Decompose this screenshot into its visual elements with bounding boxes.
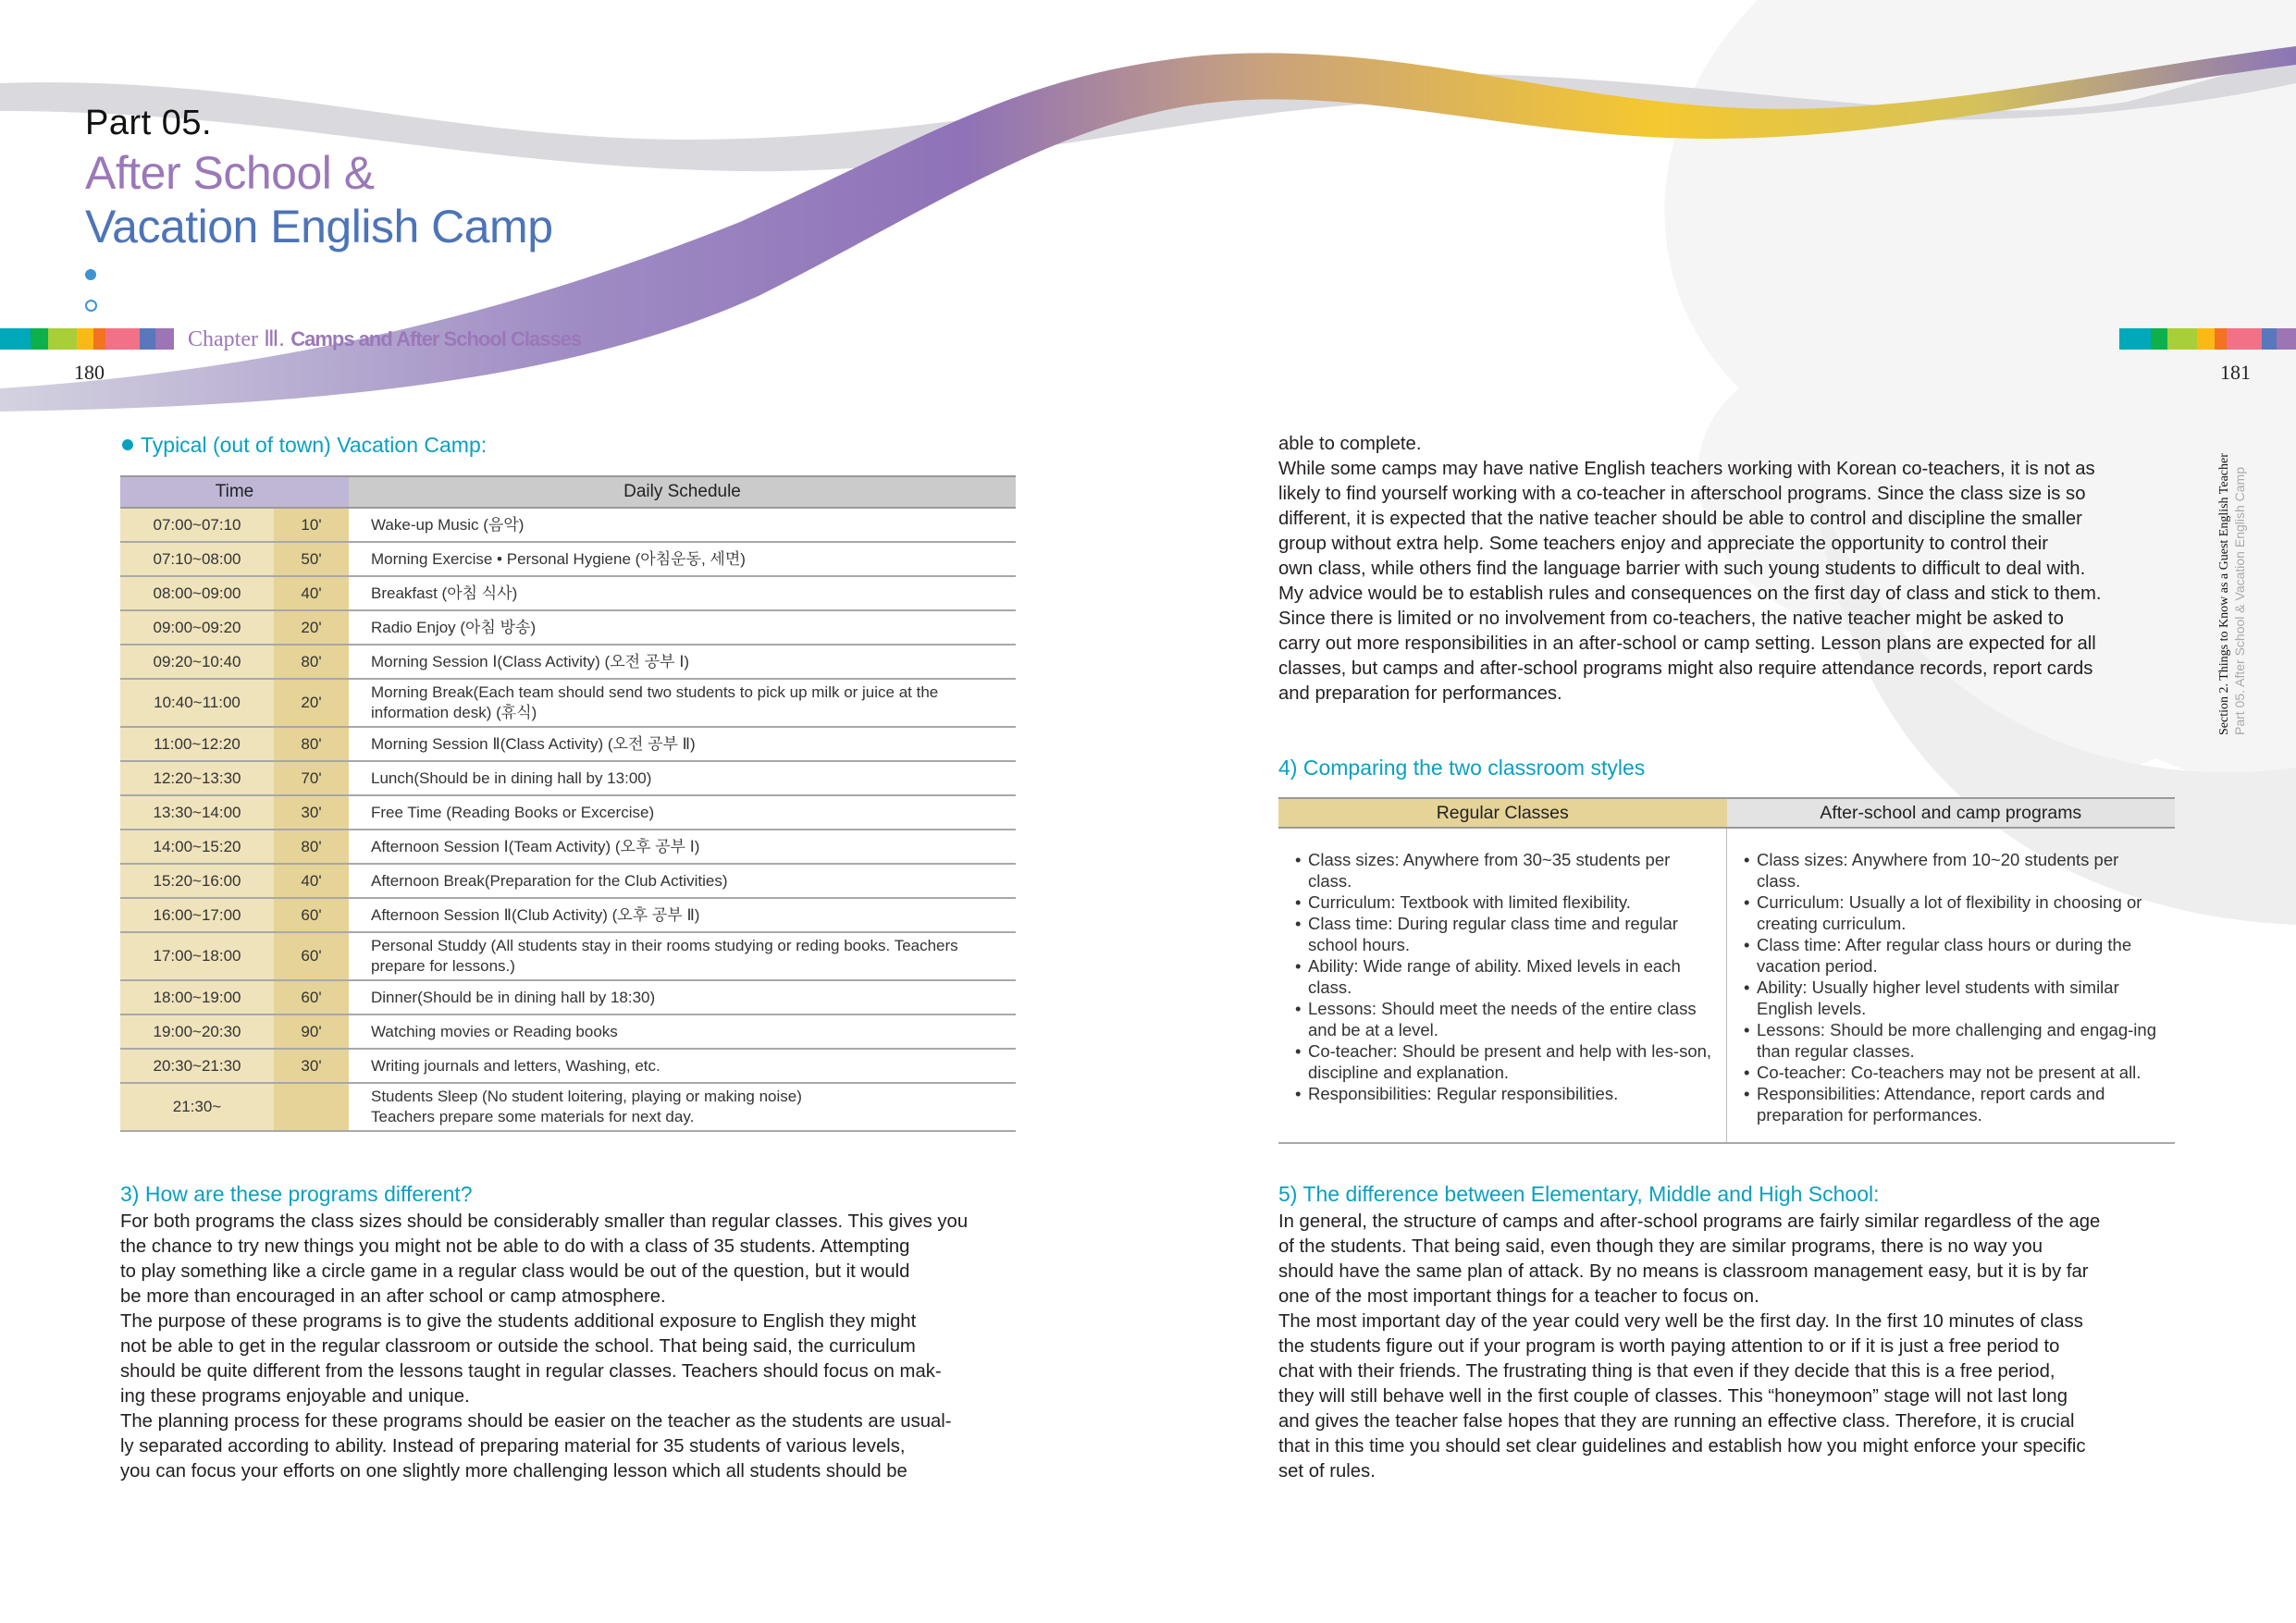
color-swatch [2197,328,2215,350]
filled-dot-icon [85,269,96,280]
time-cell: 10:40~11:00 [120,679,274,727]
section-running-title: Section 2. Things to Know as a Guest English Teacher [2217,453,2231,735]
list-item: • Co-teacher: Co-teachers may not be present at all. [1757,1062,2166,1083]
page-number-right: 181 [2220,361,2251,384]
color-swatch [93,328,105,350]
duration-cell: 40' [274,576,349,610]
list-item: • Co-teacher: Should be present and help with les-son, discipline and explanation. [1308,1040,1717,1083]
color-swatch [31,328,47,350]
duration-cell: 20' [274,610,349,645]
color-swatch [2215,328,2227,350]
color-swatch [48,328,77,350]
text-line: group without extra help. Some teachers enjoy and appreciate the opportunity to control their [1278,534,2049,554]
color-swatch [2249,328,2261,350]
text-line: The most important day of the year could very well be the first day. In the first 10 minutes of class [1278,1311,2083,1332]
duration-cell: 80' [274,727,349,761]
color-swatch [2151,328,2168,350]
duration-cell: 20' [274,679,349,727]
column-header-time: Time [120,476,349,508]
time-cell: 08:00~09:00 [120,576,274,610]
text-line: My advice would be to establish rules and consequences on the first day of class and stick to them. [1278,584,2102,604]
activity-cell: Lunch(Should be in dining hall by 13:00) [349,761,1016,795]
color-swatch [155,328,174,350]
time-cell: 13:30~14:00 [120,795,274,830]
list-item: • Curriculum: Usually a lot of flexibility in choosing or creating curriculum. [1757,891,2166,934]
time-cell: 18:00~19:00 [120,980,274,1014]
activity-cell: Morning Break(Each team should send two students to pick up milk or juice at the information desk) (휴식) [349,679,1016,727]
schedule-row [120,898,1016,932]
text-line: the students figure out if your program is worth paying attention to or if it is just a free period to [1278,1336,2060,1357]
activity-cell: Free Time (Reading Books or Excercise) [349,795,1016,830]
text-line: not be able to get in the regular classroom or outside the school. That being said, the curriculum [120,1336,916,1357]
time-cell: 09:20~10:40 [120,645,274,679]
column-header-after-school: After-school and camp programs [1727,798,2176,828]
chapter-name: Camps and After School Classes [290,327,582,350]
schedule-row [120,610,1016,645]
time-cell: 12:20~13:30 [120,761,274,795]
activity-cell: Personal Studdy (All students stay in their rooms studying or reding books. Teachers prepare for lessons.) [349,932,1016,980]
text-line: Since there is limited or no involvement from co-teachers, the native teacher might be asked to [1278,609,2064,629]
text-line: and gives the teacher false hopes that they are running an effective class. Therefore, it is crucial [1278,1411,2075,1432]
color-swatch [2119,328,2151,350]
duration-cell: 30' [274,795,349,830]
duration-cell: 40' [274,864,349,898]
schedule-row [120,645,1016,679]
duration-cell: 60' [274,980,349,1014]
duration-cell [274,1083,349,1131]
continued-paragraph [1278,432,2101,707]
part-title-line1: After School & [85,147,375,199]
text-line: and preparation for performances. [1278,683,1562,704]
duration-cell: 80' [274,645,349,679]
section5-body [1278,1210,2100,1484]
schedule-row [120,864,1016,898]
color-swatch [2167,328,2197,350]
duration-cell: 50' [274,542,349,576]
list-item: • Class time: After regular class hours or during the vacation period. [1757,934,2166,977]
section3-body [120,1210,968,1484]
time-cell: 16:00~17:00 [120,898,274,932]
schedule-row [120,795,1016,830]
column-header-regular: Regular Classes [1278,798,1727,828]
duration-cell: 60' [274,898,349,932]
duration-cell: 90' [274,1014,349,1049]
regular-classes-list [1295,849,1717,1104]
time-cell: 07:00~07:10 [120,508,274,542]
text-line: The planning process for these programs should be easier on the teacher as the students are usual- [120,1411,952,1432]
color-swatch [2227,328,2249,350]
list-item: • Class sizes: Anywhere from 30~35 students per class. [1308,849,1717,891]
bullet-icon [122,439,133,450]
activity-cell: Afternoon Break(Preparation for the Club Activities) [349,864,1016,898]
time-cell: 11:00~12:20 [120,727,274,761]
schedule-row [120,830,1016,864]
text-line: one of the most important things for a teacher to focus on. [1278,1286,1759,1307]
schedule-row [120,1083,1016,1131]
schedule-row [120,932,1016,980]
time-cell: 09:00~09:20 [120,610,274,645]
color-swatch [77,328,93,350]
color-swatch [128,328,140,350]
text-line: chat with their friends. The frustrating thing is that even if they decide that this is a free period, [1278,1361,2055,1382]
list-item: • Class sizes: Anywhere from 10~20 students per class. [1757,849,2166,891]
text-line: likely to find yourself working with a co-teacher in afterschool programs. Since the class size is so [1278,484,2086,504]
activity-cell: Radio Enjoy (아침 방송) [349,610,1016,645]
list-item: • Responsibilities: Attendance, report cards and preparation for performances. [1757,1083,2166,1125]
activity-cell: Morning Session Ⅱ(Class Activity) (오전 공부 Ⅱ) [349,727,1016,761]
text-line: be more than encouraged in an after school or camp atmosphere. [120,1286,666,1307]
after-school-list [1744,849,2166,1125]
part-label: Part 05. [85,104,213,142]
regular-classes-cell [1278,828,1727,1143]
list-item: • Responsibilities: Regular responsibilities. [1308,1083,1717,1104]
activity-cell: Morning Exercise • Personal Hygiene (아침운동, 세면) [349,542,1016,576]
text-line: to play something like a circle game in a regular class would be out of the question, but it would [120,1261,910,1282]
column-header-schedule: Daily Schedule [349,476,1016,508]
text-line: of the students. That being said, even though they are similar programs, there is no way you [1278,1236,2043,1257]
schedule-row [120,679,1016,727]
activity-cell: Morning Session Ⅰ(Class Activity) (오전 공부 Ⅰ) [349,645,1016,679]
activity-cell: Breakfast (아침 식사) [349,576,1016,610]
chapter-heading [188,326,581,352]
part-title-line2: Vacation English Camp [85,201,553,252]
duration-cell: 80' [274,830,349,864]
daily-schedule-table [120,475,1016,1132]
camp-heading-text: Typical (out of town) Vacation Camp: [141,433,488,457]
activity-cell: Watching movies or Reading books [349,1014,1016,1049]
schedule-row [120,508,1016,542]
part-running-title: Part 05. After School & Vacation English Camp [2232,466,2247,735]
page-number-left: 180 [74,361,105,384]
schedule-row [120,980,1016,1014]
text-line: ing these programs enjoyable and unique. [120,1386,470,1407]
activity-cell: Dinner(Should be in dining hall by 18:30) [349,980,1016,1014]
activity-cell: Afternoon Session Ⅰ(Team Activity) (오후 공부 Ⅰ) [349,830,1016,864]
text-line: should be quite different from the lessons taught in regular classes. Teachers should focus on mak- [120,1361,942,1382]
activity-cell: Wake-up Music (음악) [349,508,1016,542]
text-line: For both programs the class sizes should be considerably smaller than regular classes. This gives you [120,1211,969,1232]
comparison-table [1278,797,2175,1144]
duration-cell: 60' [274,932,349,980]
text-line: you can focus your efforts on one slightly more challenging lesson which all students should be [120,1461,907,1482]
time-cell: 21:30~ [120,1083,274,1131]
section4-heading: 4) Comparing the two classroom styles [1278,756,1646,780]
schedule-row [120,1049,1016,1083]
color-swatch [105,328,128,350]
text-line: should have the same plan of attack. By no means is classroom management easy, but it is by far [1278,1261,2089,1282]
text-line: ly separated according to ability. Instead of preparing material for 35 students of various levels, [120,1436,906,1457]
camp-schedule-heading [122,433,487,458]
text-line: The purpose of these programs is to give the students additional exposure to English they might [120,1311,917,1332]
list-item: • Lessons: Should meet the needs of the entire class and be at a level. [1308,998,1717,1040]
color-swatch [2262,328,2277,350]
schedule-row [120,761,1016,795]
list-item: • Curriculum: Textbook with limited flexibility. [1308,891,1717,913]
text-line: classes, but camps and after-school programs might also require attendance records, report cards [1278,658,2093,679]
text-line: that in this time you should set clear guidelines and establish how you might enforce your specific [1278,1436,2086,1457]
hollow-dot-icon [85,300,97,312]
duration-cell: 10' [274,508,349,542]
schedule-row [120,727,1016,761]
schedule-row [120,576,1016,610]
list-item: • Ability: Usually higher level students with similar English levels. [1757,977,2166,1019]
activity-cell: Afternoon Session Ⅱ(Club Activity) (오후 공부 Ⅱ) [349,898,1016,932]
list-item: • Lessons: Should be more challenging and engag-ing than regular classes. [1757,1019,2166,1062]
color-swatch [140,328,155,350]
duration-cell: 70' [274,761,349,795]
after-school-cell [1727,828,2176,1143]
time-cell: 14:00~15:20 [120,830,274,864]
text-line: they will still behave well in the first couple of classes. This “honeymoon” stage will not last long [1278,1386,2068,1407]
text-line: carry out more responsibilities in an after-school or camp setting. Lesson plans are expected for all [1278,633,2096,654]
list-item: • Class time: During regular class time and regular school hours. [1308,913,1717,955]
color-swatch [2277,328,2296,350]
time-cell: 07:10~08:00 [120,542,274,576]
section3-heading: 3) How are these programs different? [120,1182,473,1206]
color-bar-left [0,328,174,350]
schedule-row [120,1014,1016,1049]
time-cell: 17:00~18:00 [120,932,274,980]
time-cell: 15:20~16:00 [120,864,274,898]
color-bar-right [2119,328,2296,350]
time-cell: 19:00~20:30 [120,1014,274,1049]
list-item: • Ability: Wide range of ability. Mixed levels in each class. [1308,955,1717,998]
activity-cell: Students Sleep (No student loitering, playing or making noise) Teachers prepare some materials for next day. [349,1083,1016,1131]
text-line: the chance to try new things you might not be able to do with a class of 35 students. Attempting [120,1236,910,1257]
schedule-row [120,542,1016,576]
text-line: different, it is expected that the native teacher should be able to control and discipline the smaller [1278,509,2082,529]
color-swatch [0,328,31,350]
text-line: set of rules. [1278,1461,1376,1482]
chapter-prefix: Chapter Ⅲ. [188,327,285,351]
text-line: own class, while others find the language barrier with such young students to difficult to deal with. [1278,559,2086,579]
text-line: While some camps may have native English teachers working with Korean co-teachers, it is not as [1278,459,2095,479]
running-header-vertical [2216,402,2248,735]
duration-cell: 30' [274,1049,349,1083]
time-cell: 20:30~21:30 [120,1049,274,1083]
activity-cell: Writing journals and letters, Washing, etc. [349,1049,1016,1083]
section5-heading: 5) The difference between Elementary, Middle and High School: [1278,1182,1880,1206]
text-line: able to complete. [1278,434,1422,454]
text-line: In general, the structure of camps and after-school programs are fairly similar regardless of the age [1278,1211,2101,1232]
